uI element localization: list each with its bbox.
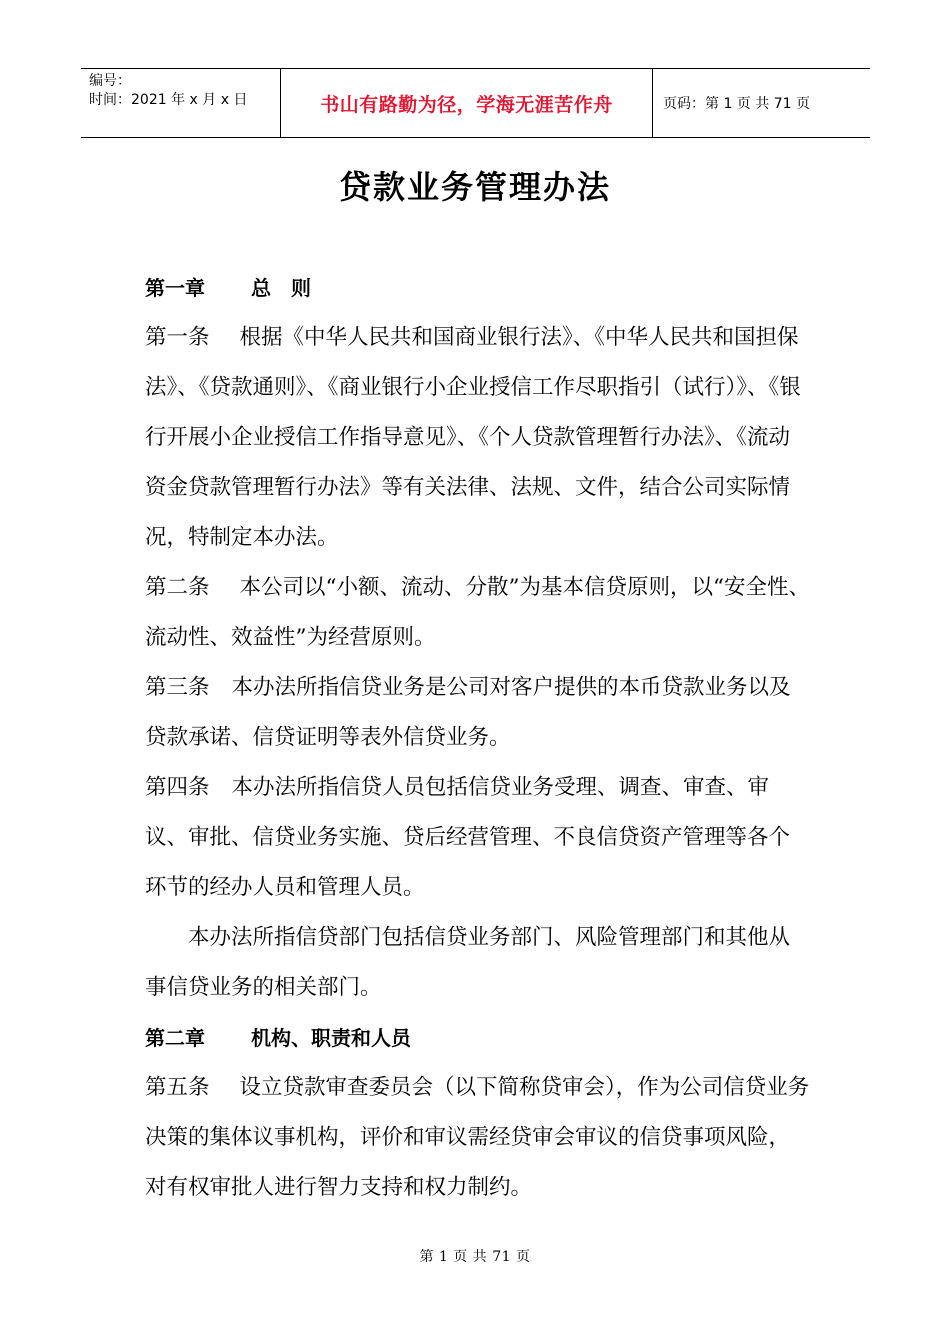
header-motto: 书山有路勤为径，学海无涯苦作舟 xyxy=(281,69,653,137)
chapter-name: 机构、职责和人员 xyxy=(251,1026,411,1050)
document-title: 贷款业务管理办法 xyxy=(338,168,611,206)
chapter-number: 第二章 xyxy=(145,1026,205,1050)
article-label: 第五条 xyxy=(145,1075,210,1100)
header-page-info: 页码：第 1 页 共 71 页 xyxy=(663,96,810,112)
document-number-label: 编号： xyxy=(89,73,131,89)
chapter-heading xyxy=(145,263,810,313)
article-paragraph xyxy=(145,663,810,763)
chapter-heading xyxy=(145,1013,810,1063)
article-paragraph xyxy=(145,1063,810,1213)
chapter-name: 总 则 xyxy=(251,276,311,300)
article-paragraph xyxy=(145,563,810,663)
header-meta xyxy=(81,69,281,137)
article-paragraph xyxy=(145,313,810,563)
article-text: 设立贷款审查委员会（以下简称贷审会），作为公司信贷业务决策的集体议事机构，评价和审议需经贷审会审议的信贷事项风险，对有权审批人进行智力支持和权力制约。 xyxy=(145,1075,810,1200)
page-footer: 第 1 页 共 71 页 xyxy=(419,1249,531,1265)
article-label: 第二条 xyxy=(145,575,210,600)
article-label: 第四条 xyxy=(145,775,210,800)
article-text: 本公司以“小额、流动、分散”为基本信贷原则，以“安全性、流动性、效益性”为经营原则。 xyxy=(145,575,810,650)
header-table xyxy=(81,68,870,138)
document-body xyxy=(145,263,810,1213)
article-label: 第三条 xyxy=(145,675,210,700)
article-text: 本办法所指信贷业务是公司对客户提供的本币贷款业务以及贷款承诺、信贷证明等表外信贷业务。 xyxy=(145,675,791,750)
article-label: 第一条 xyxy=(145,325,210,350)
article-subparagraph: 本办法所指信贷部门包括信贷业务部门、风险管理部门和其他从事信贷业务的相关部门。 xyxy=(145,925,791,1000)
document-date-label: 时间：2021 年 x 月 x 日 xyxy=(89,92,248,108)
article-paragraph xyxy=(145,763,810,913)
article-text: 本办法所指信贷人员包括信贷业务受理、调查、审查、审议、审批、信贷业务实施、贷后经营管理、不良信贷资产管理等各个环节的经办人员和管理人员。 xyxy=(145,775,791,900)
article-text: 根据《中华人民共和国商业银行法》、《中华人民共和国担保法》、《贷款通则》、《商业银行小企业授信工作尽职指引（试行）》、《银行开展小企业授信工作指导意见》、《个人贷款管理暂行办法》、《流动资金贷款管理暂行办法》等有关法律、法规、文件，结合公司实际情况，特制定本办法。 xyxy=(145,325,801,550)
chapter-number: 第一章 xyxy=(145,276,205,300)
